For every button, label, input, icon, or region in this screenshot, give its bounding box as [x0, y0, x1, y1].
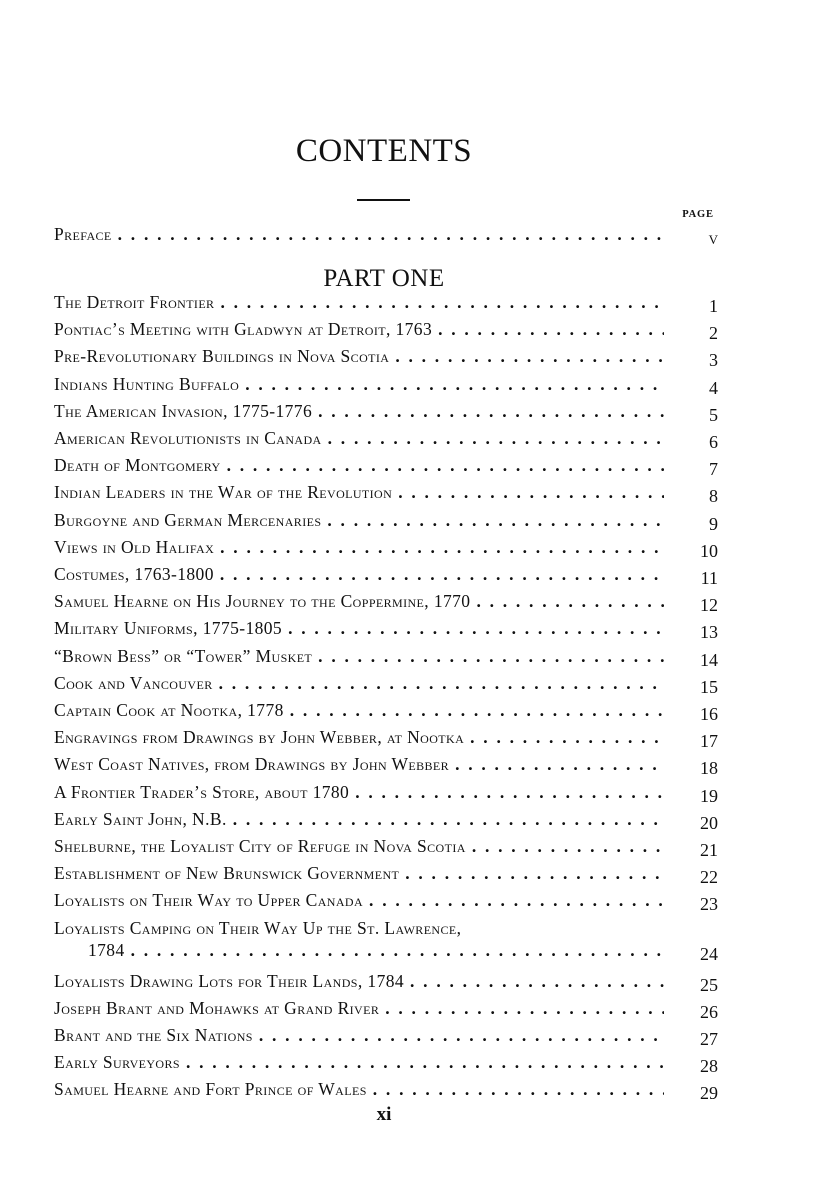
dot-leader [438, 319, 664, 340]
toc-entry-page: 1 [709, 296, 718, 316]
dot-leader [220, 537, 664, 558]
toc-entry-page: 9 [709, 513, 718, 534]
toc-entry [54, 700, 664, 721]
toc-entry-title: Joseph Brant and Mohawks at Grand River [54, 997, 380, 1018]
dot-leader [373, 1079, 664, 1100]
toc-entry-page: 21 [700, 840, 718, 860]
page-folio: xi [376, 1104, 392, 1125]
toc-entry-title: Loyalists Drawing Lots for Their Lands, 1784 [54, 970, 405, 991]
toc-entry-page: v [708, 228, 718, 249]
toc-entry-title: The American Invasion, 1775-1776 [54, 400, 313, 421]
toc-entry-title: “Brown Bess” or “Tower” Musket [54, 645, 313, 666]
dot-leader [470, 727, 664, 748]
toc-entry-page: 20 [700, 812, 718, 833]
toc-entry [54, 998, 664, 1019]
dot-leader [118, 224, 664, 245]
toc-entry-page: 28 [700, 1056, 718, 1077]
dot-leader [328, 428, 664, 449]
toc-entry-page: 17 [700, 731, 718, 752]
toc-entry-preface [54, 224, 664, 245]
toc-entry [54, 455, 664, 476]
toc-entry-title: The Detroit Frontier [54, 292, 215, 312]
toc-entry-title: Samuel Hearne on His Journey to the Coppermine, 1770 [54, 591, 471, 612]
toc-entry-page: 14 [700, 649, 718, 670]
dot-leader [259, 1025, 664, 1046]
toc-entry-title: Establishment of New Brunswick Government [54, 863, 400, 884]
toc-entry-title: Pontiac’s Meeting with Gladwyn at Detroit, 1763 [54, 319, 433, 340]
toc-entry-page: 13 [700, 622, 718, 643]
toc-entry [54, 646, 664, 667]
dot-leader [369, 890, 664, 911]
toc-entry [54, 510, 664, 531]
toc-entry-page: 4 [709, 377, 718, 398]
dot-leader [245, 374, 664, 395]
toc-entry-title: Loyalists on Their Way to Upper Canada [54, 890, 364, 911]
toc-entry-title: A Frontier Trader’s Store, about 1780 [54, 781, 350, 802]
toc-entry-page: 24 [700, 943, 718, 964]
toc-entry-title-continued: 1784 [88, 939, 125, 960]
toc-entry-page: 22 [700, 867, 718, 888]
toc-entry-title: Engravings from Drawings by John Webber, at Nootka [54, 727, 465, 748]
dot-leader [318, 646, 664, 667]
page-title: CONTENTS [295, 133, 473, 169]
toc-entry [54, 428, 664, 449]
toc-entry-page: 16 [700, 704, 718, 724]
dot-leader [327, 510, 664, 531]
dot-leader [476, 591, 664, 612]
toc-entry-continuation [88, 940, 664, 961]
toc-entry [54, 863, 664, 884]
dot-leader [288, 618, 664, 639]
toc-entry-title: Early Surveyors [54, 1052, 180, 1073]
toc-entry-title: Views in Old Halifax [54, 536, 215, 557]
toc-entry-title: Death of Montgomery [54, 455, 221, 476]
toc-entry [54, 782, 664, 803]
toc-entry-title: West Coast Natives, from Drawings by John Webber [54, 754, 450, 775]
title-rule [357, 199, 410, 201]
toc-entry-page: 23 [700, 894, 718, 915]
toc-entry-title: Captain Cook at Nootka, 1778 [54, 700, 284, 720]
toc-entry [54, 727, 664, 748]
toc-entry [54, 482, 664, 503]
toc-entry-page: 12 [700, 595, 718, 616]
toc-entry [54, 890, 664, 911]
toc-entry-title: Indians Hunting Buffalo [54, 373, 240, 394]
toc-entry-page: 26 [700, 1001, 718, 1022]
toc-entry-title: Pre-Revolutionary Buildings in Nova Scotia [54, 346, 390, 367]
toc-entry-title: Early Saint John, N.B. [54, 808, 227, 829]
toc-entry-title: Brant and the Six Nations [54, 1025, 253, 1046]
toc-entry [54, 401, 664, 422]
dot-leader [405, 863, 664, 884]
toc-entry [54, 673, 664, 694]
dot-leader [219, 673, 664, 694]
toc-entry-page: 6 [709, 432, 718, 452]
toc-entry [54, 591, 664, 612]
toc-entry-title: Burgoyne and German Mercenaries [54, 509, 322, 530]
toc-entry-title: Indian Leaders in the War of the Revolution [54, 482, 393, 503]
dot-leader [186, 1052, 664, 1073]
page-column-label: PAGE [682, 209, 714, 220]
toc-entry-title: American Revolutionists in Canada [54, 428, 322, 448]
toc-entry-page: 2 [709, 323, 718, 344]
toc-entry-page: 18 [700, 758, 718, 779]
dot-leader [398, 482, 664, 503]
dot-leader [318, 401, 664, 422]
part-title: PART ONE [323, 265, 445, 292]
dot-leader [220, 564, 664, 585]
toc-entry-page: 3 [709, 350, 718, 371]
toc-entry-page: 11 [700, 568, 718, 588]
toc-entry-title: Cook and Vancouver [54, 672, 213, 693]
toc-entry-title: Loyalists Camping on Their Way Up the St. Lawrence, [54, 917, 462, 938]
toc-entry [54, 537, 664, 558]
dot-leader [395, 346, 664, 367]
toc-entry [54, 1052, 664, 1073]
dot-leader [472, 836, 664, 857]
toc-entry-page: 10 [700, 540, 718, 561]
dot-leader [131, 940, 664, 961]
toc-entry [54, 836, 664, 857]
toc-entry-page: 15 [700, 676, 718, 697]
toc-entry [54, 918, 664, 939]
dot-leader [385, 998, 664, 1019]
toc-entry-page: 27 [700, 1029, 718, 1050]
toc-entry-title: Preface [54, 224, 112, 244]
toc-entry-title: Military Uniforms, 1775-1805 [54, 618, 283, 639]
toc-entry [54, 1079, 664, 1100]
toc-entry-page: 7 [709, 459, 718, 480]
dot-leader [455, 754, 664, 775]
toc-entry [54, 809, 664, 830]
toc-entry [54, 374, 664, 395]
toc-entry-page: 25 [700, 974, 718, 995]
toc-entry [54, 1025, 664, 1046]
dot-leader [227, 455, 664, 476]
dot-leader [410, 971, 664, 992]
dot-leader [355, 782, 664, 803]
toc-entry-title: Samuel Hearne and Fort Prince of Wales [54, 1079, 367, 1100]
toc-entry [54, 346, 664, 367]
toc-entry-page: 19 [700, 785, 718, 806]
dot-leader [290, 700, 664, 721]
toc-entry [54, 754, 664, 775]
toc-entry [54, 292, 664, 313]
toc-entry-page: 5 [709, 404, 718, 425]
toc-entry [54, 319, 664, 340]
toc-entry-page: 8 [709, 486, 718, 507]
toc-entry [54, 618, 664, 639]
dot-leader [233, 809, 664, 830]
toc-entry-title: Shelburne, the Loyalist City of Refuge in Nova Scotia [54, 836, 466, 856]
toc-entry [54, 564, 664, 585]
dot-leader [220, 292, 664, 313]
toc-entry-title: Costumes, 1763-1800 [54, 564, 214, 584]
toc-entry [54, 971, 664, 992]
toc-entry-page: 29 [700, 1083, 718, 1104]
